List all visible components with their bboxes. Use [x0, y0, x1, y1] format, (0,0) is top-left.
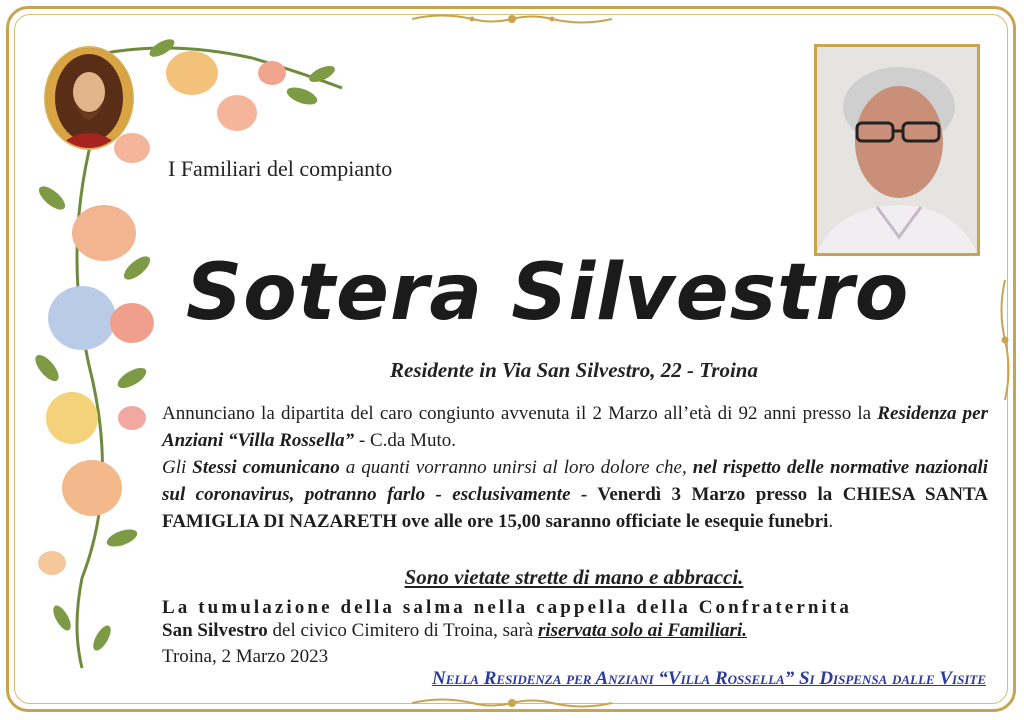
- footer-notice: Nella Residenza per Anziani “Villa Rossella” Si Dispensa dalle Visite: [432, 668, 986, 689]
- date-place: Troina, 2 Marzo 2023: [162, 646, 329, 667]
- top-ornament-icon: [412, 10, 612, 28]
- announcement-paragraph-2: Gli Stessi comunicano a quanti vorranno unirsi al loro dolore che, nel rispetto delle normative nazionali sul coronavirus, potranno farlo - esclusivamente - Venerdì 3 Marzo presso la CHIESA SANTA FAMIGLIA DI NAZARETH ove alle ore 15,00 saranno officiate le esequie funebri.: [162, 457, 989, 532]
- right-ornament-icon: [996, 280, 1014, 400]
- deceased-name: Sotera Silvestro: [186, 248, 910, 338]
- announcement-paragraph-1: Annunciano la dipartita del caro congiunto avvenuta il 2 Marzo all’età di 92 anni presso la Residenza per Anziani “Villa Rossella” - C.da Muto.: [162, 403, 988, 451]
- burial-text: La tumulazione della salma nella cappella della Confraternita San Silvestro del civico Cimitero di Troina, sarà riservata solo ai Familiari.: [162, 597, 852, 641]
- sacred-heart-portrait-icon: [44, 46, 134, 150]
- bottom-ornament-icon: [412, 694, 612, 712]
- residence-facility-name: Residenza per Anziani “Villa Rossella”: [162, 403, 988, 451]
- funeral-details: Venerdì 3 Marzo presso la CHIESA SANTA FAMIGLIA DI NAZARETH ove alle ore 15,00 saranno officiate le esequie funebri: [162, 484, 988, 532]
- residence-text: Residente in Via San Silvestro, 22 - Troina: [390, 358, 758, 382]
- warning-text: Sono vietate strette di mano e abbracci.: [404, 565, 744, 589]
- announcement-text: [162, 400, 988, 535]
- deceased-photo: [814, 44, 980, 256]
- intro-text: I Familiari del compianto: [168, 156, 393, 181]
